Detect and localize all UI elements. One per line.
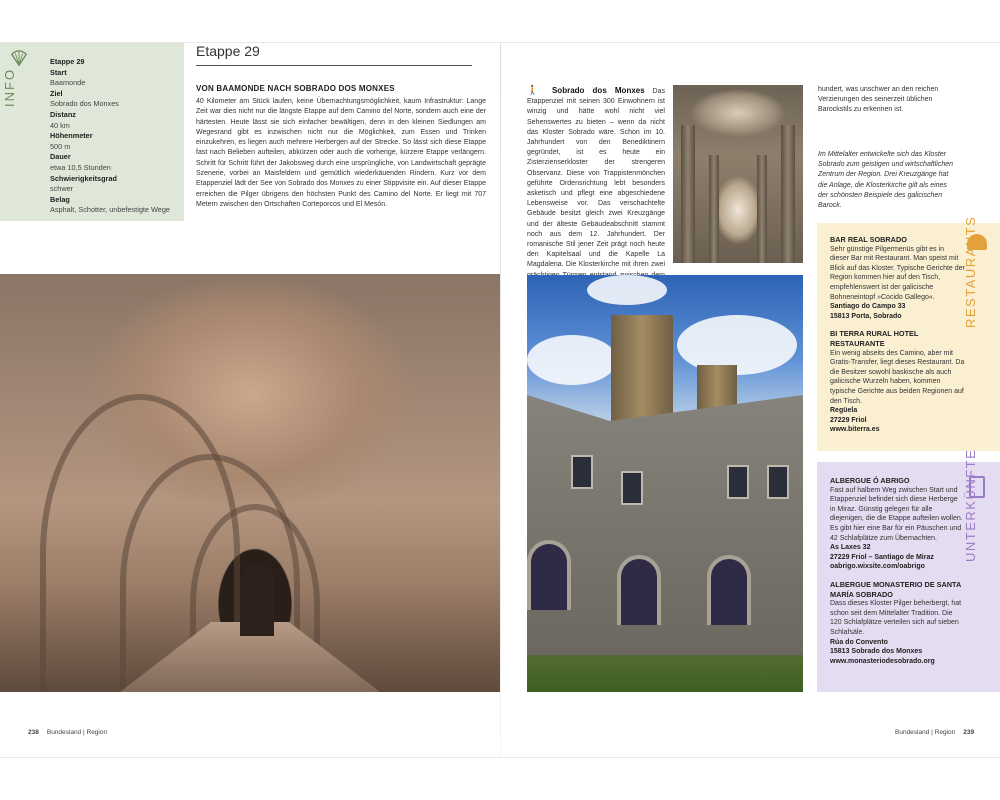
accommodation-tab: [963, 448, 993, 690]
arcade-shape: [527, 540, 571, 610]
listing-spacer: [830, 321, 965, 329]
info-value: Baamonde: [50, 78, 86, 88]
accommodation-list: [830, 476, 965, 666]
listing-website: www.monasteriodesobrado.org: [830, 657, 935, 665]
column-shape: [781, 125, 795, 263]
cloud-shape: [527, 335, 617, 385]
cloud-shape: [587, 275, 667, 305]
etappe-body-text: 40 Kilometer am Stück laufen, keine Übernachtungsmöglichkeit, kaum Infrastruktur: Lange Zeit war dies nicht nur die längste Etappe auf dem Camino del Norte, sondern auch eine der härtesten. Heute lässt sie sich einfacher bewältigen, denn in den kleinen Siedlungen am Wegesrand gibt es inzwischen nicht nur die Möglichkeit, zum Essen und Trinken einzukehren, es liegen auch mehrere Herbergen auf der Strecke. So lässt sich diese Etappe fast nach Belieben aufteilen, abkürzen oder auch die vorherige, kürzere Etappe verlängern. Schritt für Schritt führt der Jakobsweg durch eine ursprüngliche, von Landwirtschaft geprägte Szenerie, vorbei an Maisfeldern und gemütlich wiederkäuenden Rindern. Kurz vor dem Etappenziel lädt der See von Sobrado dos Monxes zu einer Stippvisite ein. Auf dieser Etappe erreichen die Pilger übrigens den höchsten Punkt des Camino del Norte. Er liegt mit 707 Metern zwischen den Ortschaften Corteporcos und El Mesón.: [196, 98, 486, 208]
cloister-photo: [0, 274, 500, 692]
listing-address: Regüela: [830, 407, 858, 415]
info-key: Ziel: [50, 88, 63, 98]
info-box: [0, 43, 184, 221]
building-shape: [527, 395, 803, 655]
window-shape: [767, 465, 789, 499]
restaurants-tab-label: RESTAURANTS: [963, 215, 978, 328]
pilgrim-walker-icon: 🚶: [527, 85, 545, 95]
sobrado-body-text: Das Etappenziel mit seinen 300 Einwohnern ist winzig und hätte wohl nicht viel Sehenswertes zu bieten – wenn da nicht das Kloster Sobrado wäre. Schon im 10. Jahrhundert von den Benediktinern gegründet, ist es heute ein Zisterzienserkloster der strengeren Observanz. Diese von Trappistenmönchen geführte Ordensrichtung lebt besonders asketisch und pflegt eine abgeschiedene Lebensweise vor. Das verschachtelte Gebäude besitzt gleich zwei Kreuzgänge und der älteste Gebäudeabschnitt stammt noch aus dem 12. Jahrhundert. Der romanische Stil jener Zeit prägt noch heute den Kapitelsaal und die Kapelle La Magdalena. Die Klosterkirche mit ihren zwei: [527, 88, 665, 269]
info-value: Sobrado dos Monxes: [50, 99, 119, 109]
listing-spacer: [830, 572, 965, 580]
listing-address: 15813 Porta, Sobrado: [830, 312, 902, 320]
listing-address: As Laxes 32: [830, 544, 871, 552]
restaurants-list: [830, 235, 965, 435]
info-list: [50, 57, 180, 216]
column-shape: [681, 125, 695, 263]
info-key: Schwierigkeitsgrad: [50, 173, 117, 183]
etappe-subtitle: VON BAAMONDE NACH SOBRADO DOS MONXES: [196, 84, 395, 93]
info-key: Dauer: [50, 152, 71, 162]
info-key: Distanz: [50, 109, 76, 119]
info-key: Start: [50, 67, 67, 77]
etappe-title: Etappe 29: [196, 43, 472, 66]
monastery-photo: [527, 275, 803, 692]
listing-description: Dass dieses Kloster Pilger beherbergt, hat schon seit dem Mittelalter Tradition. Die 120 Schlafplätze verteilen sich auf sieben Schlafsäle.: [830, 600, 962, 636]
listing-description: Sehr günstige Pilgermenüs gibt es in dieser Bar mit Restaurant. Man speist mit Blick auf das Kloster. Typische Gerichte der Region kommen hier auf den Tisch, empfehlenswert ist der galicische Bohneneintopf »Cocido Gallego«.: [830, 245, 965, 301]
page-number-left: 238: [28, 729, 39, 736]
listing-address: 27229 Friol – Santiago de Miraz: [830, 553, 934, 561]
info-key: Etappe 29: [50, 57, 85, 66]
listing-name: BI TERRA RURAL HOTEL RESTAURANTE: [830, 329, 919, 348]
listing-description: Fast auf halbem Weg zwischen Start und Etappenziel befindet sich diese Herberge in Miraz. Günstig gelegen für alle diejenigen, die die Etappe aufteilen wollen. Es gibt hier eine Bar für ein Päuschen und 42 Schlafplätze zum Übernachten.: [830, 486, 963, 542]
window-shape: [621, 471, 643, 505]
listing-description: Ein wenig abseits des Camino, aber mit Gratis-Transfer, liegt dieses Restaurant. Da die Besitzer sowohl baskische als auch galicische Wurzeln haben, kommen typische Gerichte aus beiden Regionen auf den Tisch.: [830, 349, 965, 405]
listing-address: 27229 Friol: [830, 416, 867, 424]
listing-website: www.biterra.es: [830, 426, 880, 434]
column-shape: [709, 155, 719, 263]
sobrado-continued-text: hundert, was unschwer an den reichen Verzierungen des seinerzeit üblichen Barockstils zu erkennen ist.: [818, 86, 939, 114]
footer-right-text: Bundesland | Region: [895, 729, 956, 736]
arcade-shape: [707, 555, 751, 625]
info-tab: [2, 47, 34, 217]
sobrado-article: [527, 85, 665, 291]
footer-left-text: Bundesland | Region: [46, 729, 108, 736]
scallop-shell-icon: [10, 49, 28, 67]
restaurants-tab: [963, 215, 993, 448]
footer-right: [895, 729, 974, 736]
listing-name: ALBERGUE MONASTERIO DE SANTA MARÍA SOBRADO: [830, 579, 961, 599]
info-value: 40 km: [50, 120, 70, 130]
window-shape: [571, 455, 593, 489]
page-gutter: [500, 43, 501, 759]
info-value: etwa 10,5 Stunden: [50, 162, 111, 172]
sobrado-lead: Sobrado dos Monxes: [551, 86, 645, 95]
listing-name: ALBERGUE Ó ABRIGO: [830, 476, 910, 485]
listing-name: BAR REAL SOBRADO: [830, 235, 907, 244]
cloud-shape: [677, 315, 797, 375]
info-key: Höhenmeter: [50, 131, 93, 141]
listing-address: 15813 Sobrado dos Monxes: [830, 648, 923, 656]
listing-address: Rúa do Convento: [830, 638, 888, 646]
info-key: Belag: [50, 194, 70, 204]
column-shape: [757, 155, 767, 263]
info-value: Asphalt, Schotter, unbefestigte Wege: [50, 205, 170, 215]
page-number-right: 239: [963, 729, 975, 736]
listing-website: oabrigo.wixsite.com/oabrigo: [830, 563, 925, 571]
info-tab-label: INFO: [2, 67, 17, 107]
window-shape: [727, 465, 749, 499]
info-value: schwer: [50, 184, 74, 194]
footer-left: [28, 729, 107, 736]
corridor-door: [240, 564, 274, 636]
listing-address: Santiago do Campo 33: [830, 303, 906, 311]
accommodation-tab-label: UNTERKÜNFTE: [963, 448, 978, 562]
photo-caption: Im Mittelalter entwickelte sich das Kloster Sobrado zum geistigen und wirtschaftlichen Zentrum der Region. Drei Kreuzgänge hat die Anlage, die Klosterkirche gilt als eines der schönsten Beispiele des galicischen Barock.: [818, 151, 954, 210]
info-value: 500 m: [50, 141, 71, 151]
arcade-shape: [617, 555, 661, 625]
church-interior-photo: [673, 85, 803, 263]
